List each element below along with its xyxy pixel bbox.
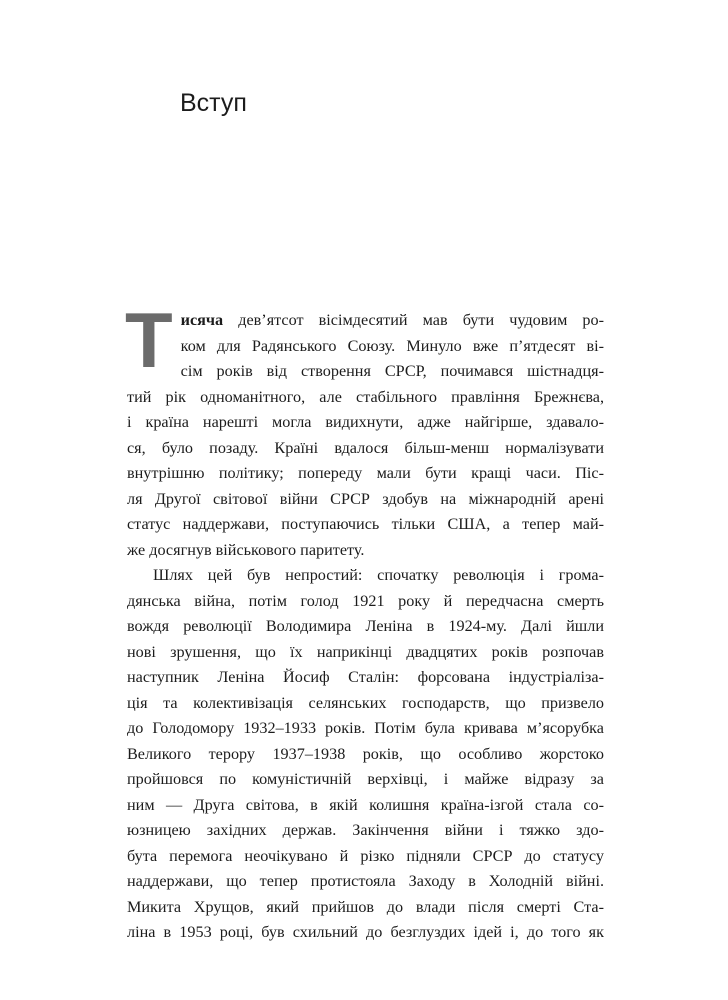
text-line: дянська війна, потім голод 1921 року й передчасна смерть <box>127 591 604 610</box>
text-line-rest: дев’ятсот вісімдесятий мав бути чудовим ро- <box>223 311 604 329</box>
text-line: внутрішню політику; попереду мали бути кращі часи. Піс- <box>127 464 604 482</box>
lead-word: исяча <box>180 311 224 329</box>
text-line: наддержави, що тепер протистояла Заходу в Холодній війні. <box>127 872 604 890</box>
text-line: вождя революції Володимира Леніна в 1924-му. Далі йшли <box>127 617 604 635</box>
text-line: ля Другої світової війни СРСР здобув на міжнародній арені <box>127 489 604 508</box>
text-line <box>127 308 604 334</box>
text-line: і країна нарешті могла видихнути, адже найгірше, здавало- <box>127 413 604 431</box>
text-line: юзницею західних держав. Закінчення війни і тяжко здо- <box>127 821 604 839</box>
paragraph-2 <box>127 563 604 946</box>
text-line: Шлях цей був непростий: спочатку революція і грома- <box>153 566 604 584</box>
text-line: ком для Радянського Союзу. Минуло вже п’ятдесят ві- <box>180 336 604 355</box>
body-text <box>125 296 604 946</box>
text-line: ним — Друга світова, в якій колишня країна-ізгой стала со- <box>127 795 604 814</box>
text-line: ся, було позаду. Країні вдалося більш-менш нормалізувати <box>127 438 604 457</box>
paragraph-1 <box>125 296 604 563</box>
text-line: сім років від створення СРСР, почимався шістнадця- <box>180 362 604 380</box>
text-line: статус наддержави, поступаючись тільки США, а тепер май- <box>127 515 604 533</box>
text-line: наступник Леніна Йосиф Сталін: форсована індустріаліза- <box>127 668 604 686</box>
text-line: ліна в 1953 році, був схильний до безглуздих ідей і, до того як <box>127 923 604 941</box>
text-line: Микита Хрущов, який прийшов до влади після смерті Ста- <box>127 897 604 916</box>
text-line: тий рік одноманітного, але стабільного правління Брежнєва, <box>127 387 604 406</box>
text-line: Великого терору 1937–1938 років, що особливо жорстоко <box>127 744 604 763</box>
drop-cap: Т <box>125 296 173 384</box>
text-line: ція та колективізація селянських господарств, що призвело <box>127 693 604 712</box>
text-line: же досягнув військового паритету. <box>127 540 365 559</box>
text-line: бута перемога неочікувано й різко підняли СРСР до статусу <box>127 846 604 865</box>
text-line: нові зрушення, що їх наприкінці двадцятих років розпочав <box>127 642 604 661</box>
text-line: пройшовся по комуністичній верхівці, і майже відразу за <box>127 770 604 788</box>
chapter-title: Вступ <box>180 89 247 117</box>
text-line: до Голодомору 1932–1933 років. Потім була кривава м’ясорубка <box>127 719 604 737</box>
